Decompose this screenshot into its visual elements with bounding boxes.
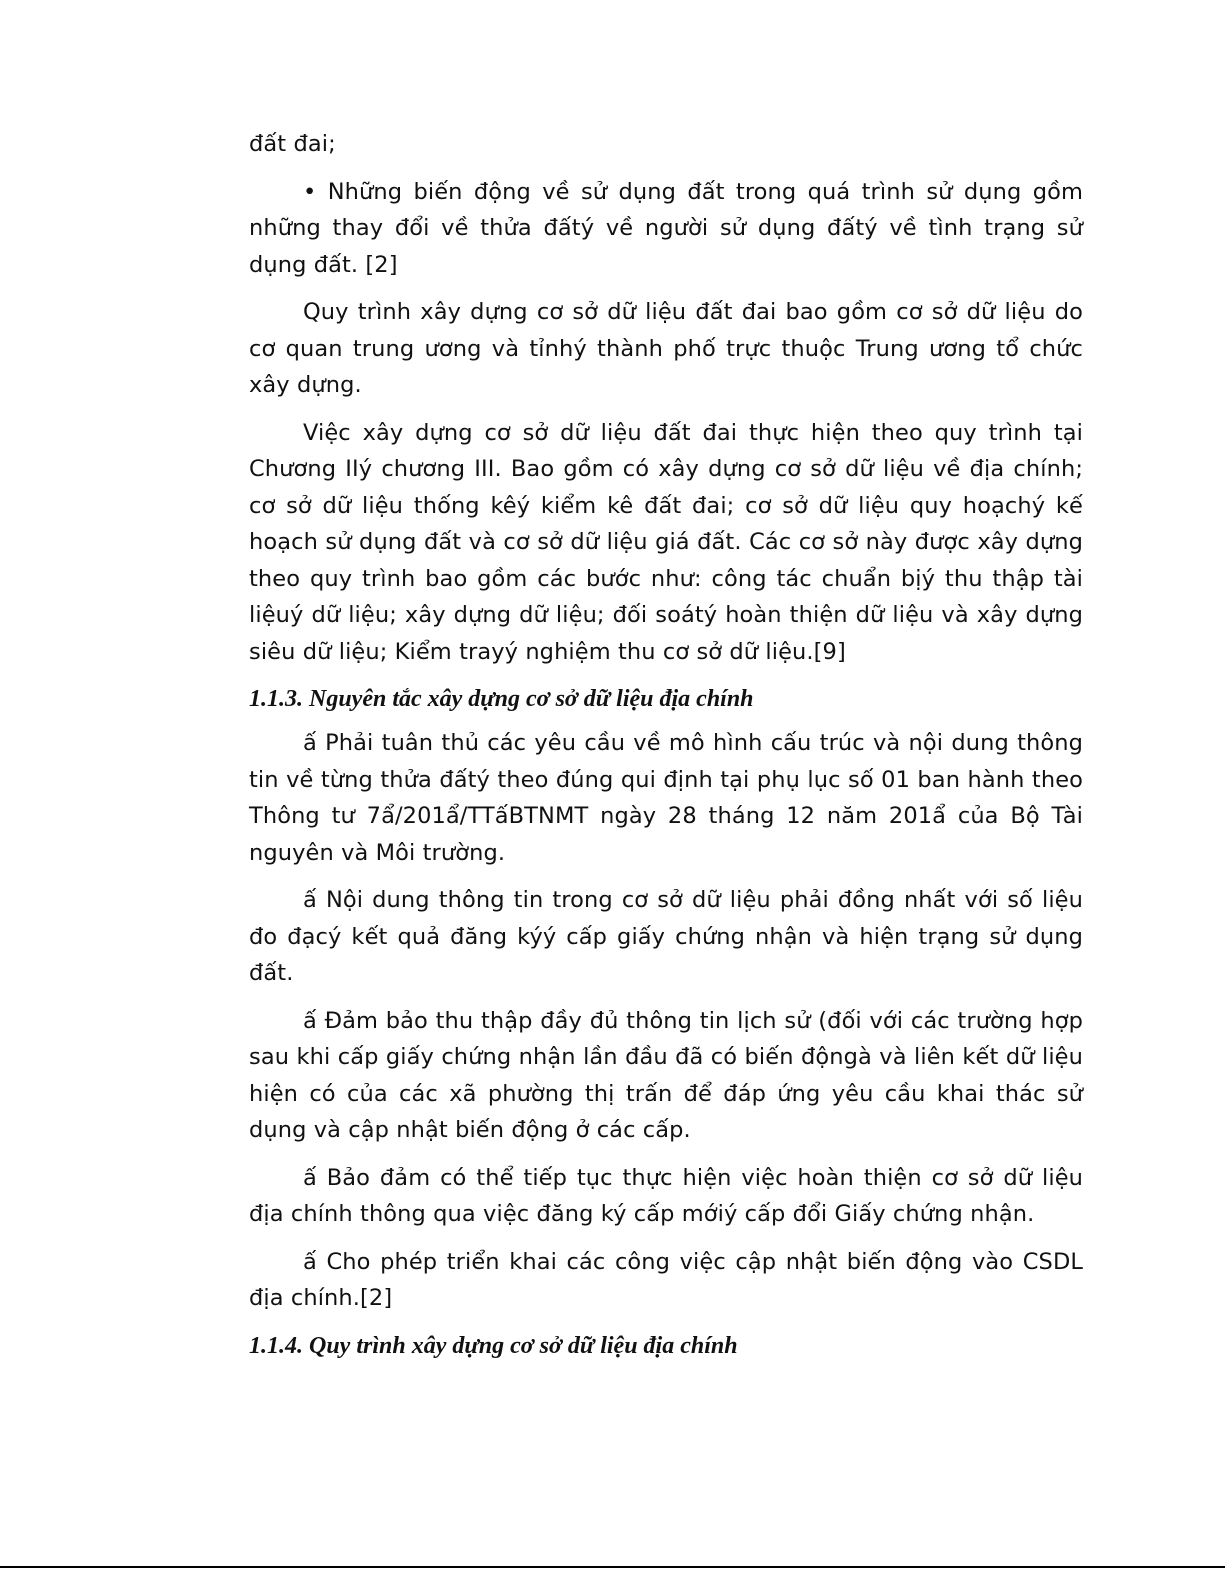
section-heading-process: 1.1.4. Quy trình xây dựng cơ sở dữ liệu địa chính	[249, 1332, 738, 1359]
paragraph-principle-updates: ấ Cho phép triển khai các công việc cập nhật biến động vào CSDL địa chính.[2]	[249, 1248, 1083, 1311]
paragraph-database-process: Quy trình xây dựng cơ sở dữ liệu đất đai bao gồm cơ sở dữ liệu do cơ quan trung ương và tỉnhý thành phố trực thuộc Trung ương tổ chức xây dựng.	[249, 299, 1083, 398]
paragraph-principle-structure: ấ Phải tuân thủ các yêu cầu về mô hình cấu trúc và nội dung thông tin về từng thửa đấtý theo đúng qui định tại phụ lục số 01 ban hành theo Thông tư 7ẩ/201ẩ/TTấBTNMT ngày 28 tháng 12 năm 201ẩ của Bộ Tài nguyên và Môi trường.	[249, 730, 1083, 866]
paragraph-principle-consistency: ấ Nội dung thông tin trong cơ sở dữ liệu phải đồng nhất với số liệu đo đạcý kết quả đăng kýý cấp giấy chứng nhận và hiện trạng sử dụng đất.	[249, 887, 1083, 986]
document-page	[249, 126, 1083, 1372]
paragraph-principle-history: ấ Đảm bảo thu thập đầy đủ thông tin lịch sử (đối với các trường hợp sau khi cấp giấy chứng nhận lần đầu đã có biến độngà và liên kết dữ liệu hiện có của các xã phường thị trấn để đáp ứng yêu cầu khai thác sử dụng và cập nhật biến động ở các cấp.	[249, 1007, 1083, 1143]
paragraph-database-construction: Việc xây dựng cơ sở dữ liệu đất đai thực hiện theo quy trình tại Chương IIý chương III. Bao gồm có xây dựng cơ sở dữ liệu về địa chính; cơ sở dữ liệu thống kêý kiểm kê đất đai; cơ sở dữ liệu quy hoạchý kế hoạch sử dụng đất và cơ sở dữ liệu giá đất. Các cơ sở này được xây dựng theo quy trình bao gồm các bước như: công tác chuẩn bịý thu thập tài liệuý dữ liệu; xây dựng dữ liệu; đối soátý hoàn thiện dữ liệu và xây dựng siêu dữ liệu; Kiểm trayý nghiệm thu cơ sở dữ liệu.[9]	[249, 419, 1083, 665]
page-bottom-rule	[0, 1566, 1225, 1568]
section-heading-principles: 1.1.3. Nguyên tắc xây dựng cơ sở dữ liệu địa chính	[249, 686, 754, 712]
paragraph-land-changes: • Những biến động về sử dụng đất trong quá trình sử dụng gồm những thay đổi về thửa đấtý về người sử dụng đấtý về tình trạng sử dụng đất. [2]	[249, 178, 1083, 278]
paragraph-principle-completion: ấ Bảo đảm có thể tiếp tục thực hiện việc hoàn thiện cơ sở dữ liệu địa chính thông qua việc đăng ký cấp mớiý cấp đổi Giấy chứng nhận.	[249, 1164, 1083, 1227]
paragraph-continuation: đất đai;	[249, 131, 336, 157]
